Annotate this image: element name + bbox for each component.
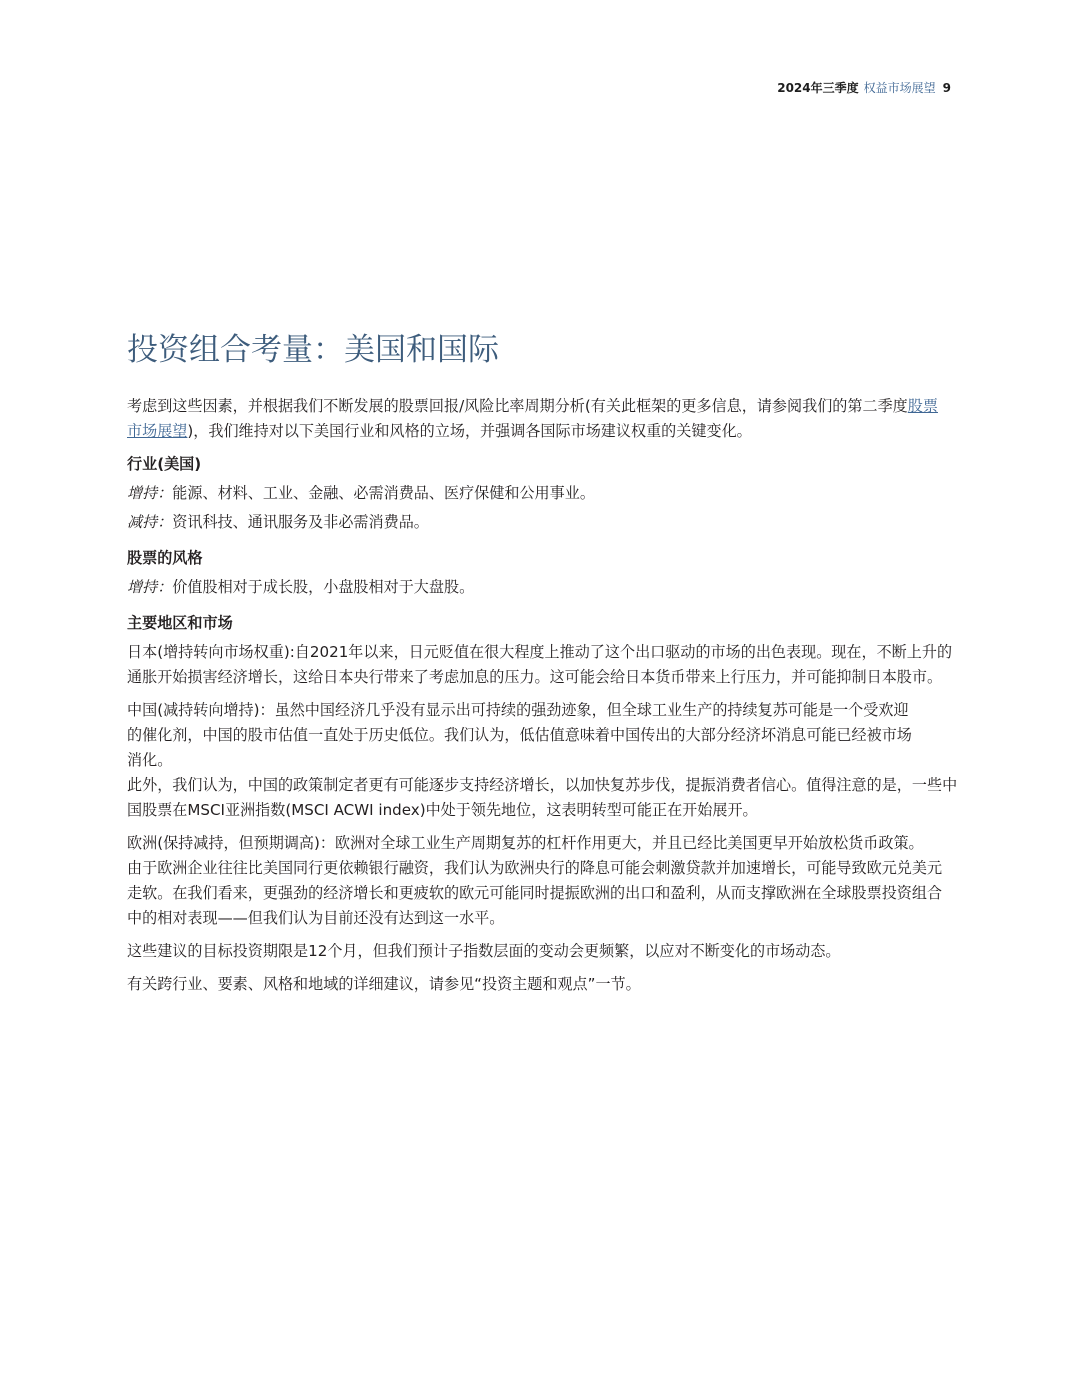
underweight-sectors: 资讯科技、通讯服务及非必需消费品。 [172,513,429,531]
china-line: 此外，我们认为，中国的政策制定者更有可能逐步支持经济增长，以加快复苏步伐，提振消费者信心。值得注意的是，一些中 [127,776,958,794]
style-overweight [127,575,972,600]
europe-line: 中的相对表现——但我们认为目前还没有达到这一水平。 [127,909,505,927]
equity-outlook-link[interactable]: 股票市场展望 [127,397,938,440]
europe-paragraph [127,831,972,931]
page-number: 9 [942,81,951,95]
japan-paragraph [127,640,972,690]
header-publication: 权益市场展望 [863,81,936,95]
intro-text-before: 考虑到这些因素，并根据我们不断发展的股票回报/风险比率周期分析(有关此框架的更多信息，请参阅我们的第二季度 [127,397,908,415]
style-overweight-text: 价值股相对于成长股，小盘股相对于大盘股。 [172,578,475,596]
investment-horizon-note: 这些建议的目标投资期限是12个月，但我们预计子指数层面的变动会更频繁，以应对不断变化的市场动态。 [127,942,841,960]
main-content [127,330,972,1005]
europe-line: 欧洲(保持减持，但预期调高)：欧洲对全球工业生产周期复苏的杠杆作用更大，并且已经比美国更早开始放松货币政策。 [127,834,924,852]
sector-underweight [127,510,972,535]
europe-line: 由于欧洲企业往往比美国同行更依赖银行融资，我们认为欧洲央行的降息可能会刺激贷款并加速增长，可能导致欧元兑美元 [127,859,943,877]
overweight-label: 增持： [127,484,173,502]
overweight-sectors: 能源、材料、工业、金融、必需消费品、医疗保健和公用事业。 [172,484,595,502]
china-line: 国股票在MSCI亚洲指数(MSCI ACWI index)中处于领先地位，这表明转型可能正在开始展开。 [127,801,758,819]
china-line: 消化。 [127,751,173,769]
detailed-recommendations-note: 有关跨行业、要素、风格和地域的详细建议，请参见“投资主题和观点”一节。 [127,975,641,993]
regions-heading: 主要地区和市场 [127,614,233,632]
equity-styles-heading: 股票的风格 [127,549,203,567]
page-title: 投资组合考量：美国和国际 [127,332,499,368]
europe-line: 走软。在我们看来，更强劲的经济增长和更疲软的欧元可能同时提振欧洲的出口和盈利，从而支撑欧洲在全球股票投资组合 [127,884,943,902]
china-line: 中国(减持转向增持)：虽然中国经济几乎没有显示出可持续的强劲迹象，但全球工业生产的持续复苏可能是一个受欢迎 [127,701,909,719]
sector-overweight [127,481,972,506]
intro-paragraph [127,394,939,444]
china-paragraph [127,698,972,823]
style-overweight-label: 增持： [127,578,173,596]
china-line: 的催化剂，中国的股市估值一直处于历史低位。我们认为，低估值意味着中国传出的大部分经济坏消息可能已经被市场 [127,726,912,744]
sectors-us-heading: 行业(美国) [127,455,202,473]
page-header [777,78,951,98]
header-quarter: 2024年三季度 [777,81,859,95]
japan-line: 日本(增持转向市场权重):自2021年以来，日元贬值在很大程度上推动了这个出口驱动的市场的出色表现。现在，不断上升的 [127,643,953,661]
underweight-label: 减持： [127,513,173,531]
intro-text-after: )，我们维持对以下美国行业和风格的立场，并强调各国际市场建议权重的关键变化。 [187,422,752,440]
japan-line: 通胀开始损害经济增长，这给日本央行带来了考虑加息的压力。这可能会给日本货币带来上行压力，并可能抑制日本股市。 [127,668,943,686]
